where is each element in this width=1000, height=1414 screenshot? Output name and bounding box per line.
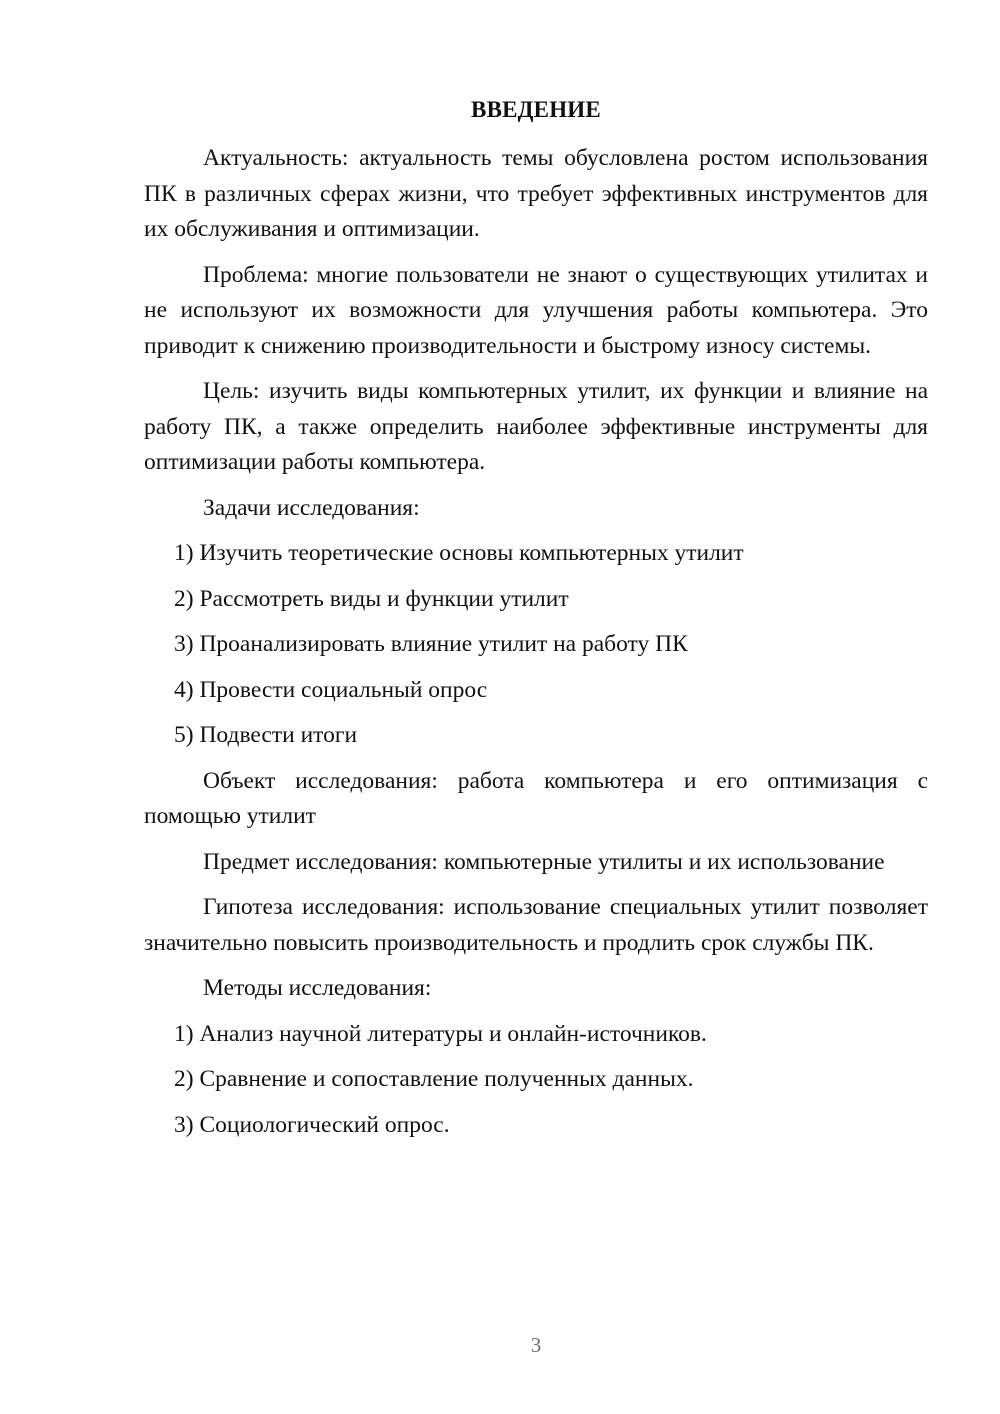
tasks-title: Задачи исследования: [203,494,420,521]
method-item: 2) Сравнение и сопоставление полученных данных. [174,1066,694,1092]
method-item: 1) Анализ научной литературы и онлайн-источников. [174,1020,707,1047]
task-item: 4) Провести социальный опрос [174,676,488,703]
document-body [144,141,928,1153]
task-item: 3) Проанализировать влияние утилит на работу ПК [174,631,688,657]
task-item: 5) Подвести итоги [174,722,358,748]
relevance-paragraph: Актуальность: актуальность темы обусловлена ростом использования ПК в различных сферах жизни, что требует эффективных инструментов для их обслуживания и оптимизации. [144,145,928,242]
subject-paragraph: Предмет исследования: компьютерные утилиты и их использование [203,848,885,875]
hypothesis-paragraph: Гипотеза исследования: использование специальных утилит позволяет значительно повысить производительность и продлить срок службы ПК. [144,894,928,956]
page-number: 3 [530,1333,542,1357]
section-heading: ВВЕДЕНИЕ [471,97,601,122]
goal-paragraph: Цель: изучить виды компьютерных утилит, их функции и влияние на работу ПК, а также определить наиболее эффективные инструменты для оптимизации работы компьютера. [144,378,928,475]
task-item: 1) Изучить теоретические основы компьютерных утилит [174,540,744,566]
problem-paragraph: Проблема: многие пользователи не знают о существующих утилитах и не используют их возможности для улучшения работы компьютера. Это приводит к снижению производительности и быстрому износу системы. [144,261,928,359]
object-paragraph: Объект исследования: работа компьютера и его оптимизация с помощью утилит [144,767,928,829]
task-item: 2) Рассмотреть виды и функции утилит [174,585,569,612]
method-item: 3) Социологический опрос. [174,1111,450,1138]
methods-title: Методы исследования: [203,975,432,1001]
